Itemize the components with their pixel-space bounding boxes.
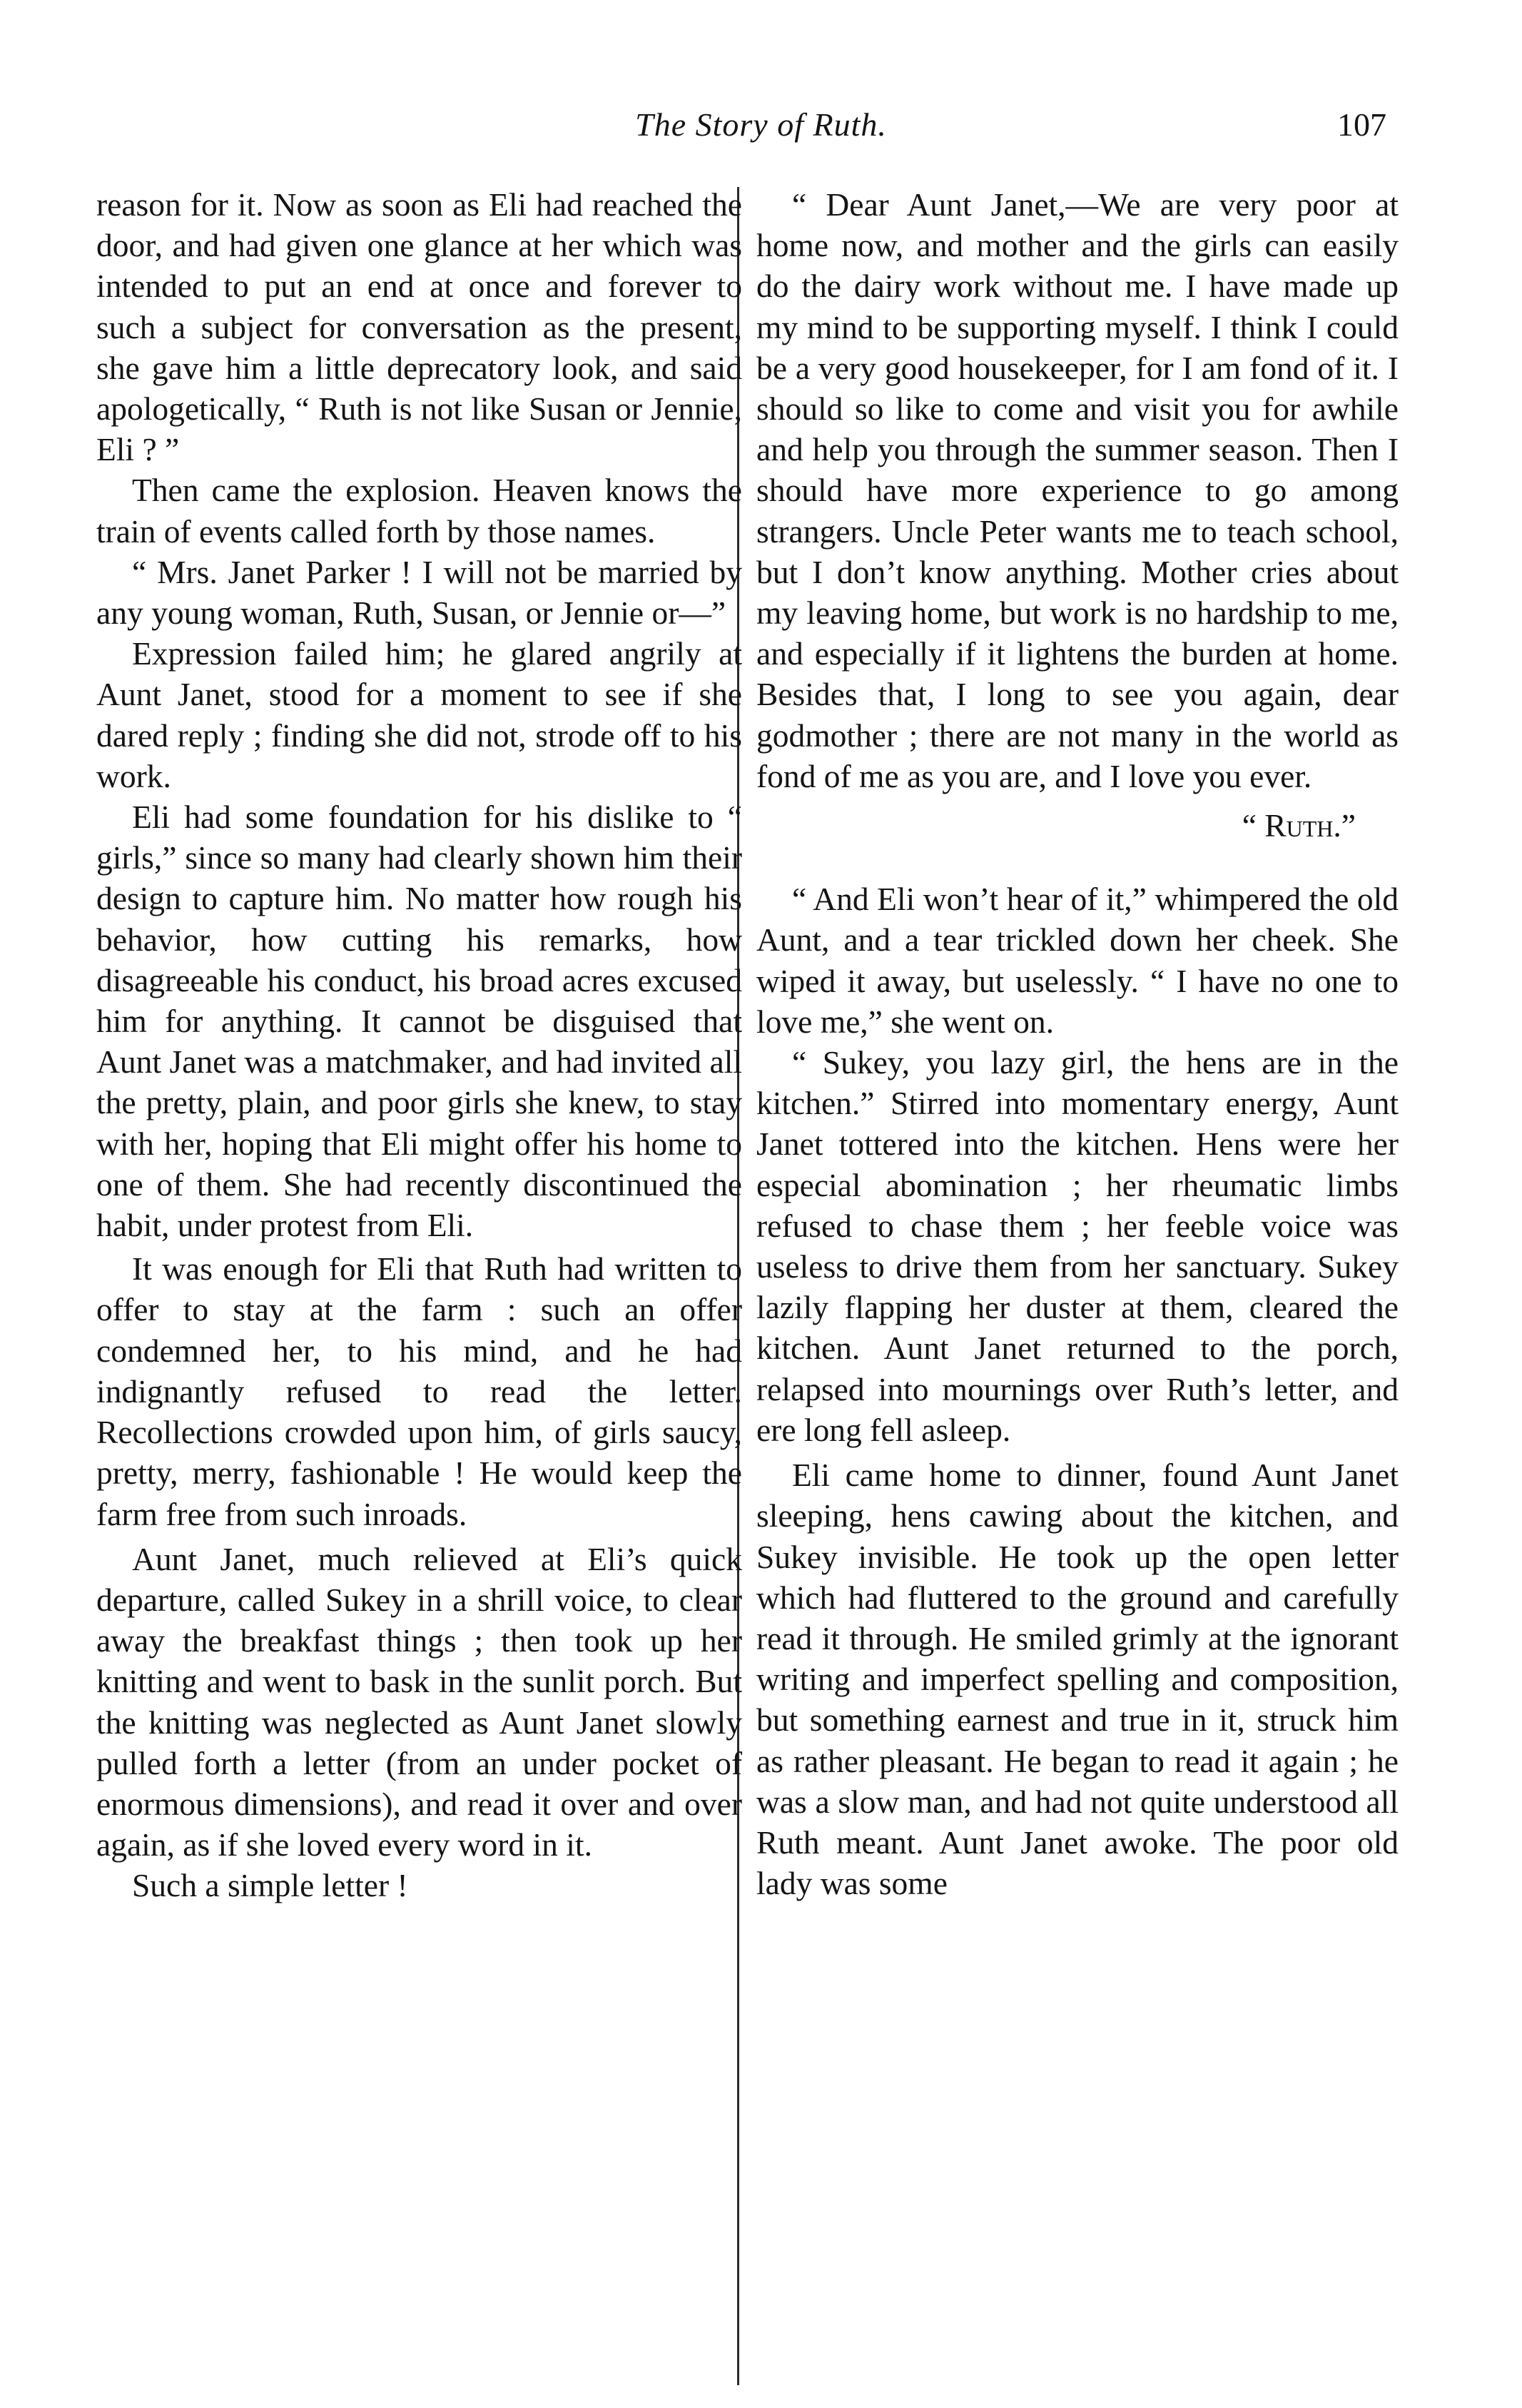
left-column [96,184,742,1906]
paragraph: It was enough for Eli that Ruth had written to offer to stay at the farm : such an offer condemned her, to his mind, and he had indignantly refused to read the letter. Recollections crowded upon him, of girls saucy, pretty, merry, fashionable ! He would keep the farm free from such inroads. [96,1250,742,1532]
letter-signature: “ Ruth.” [1242,807,1356,844]
paragraph: Such a simple letter ! [132,1867,408,1904]
page-number: 107 [1337,106,1386,143]
running-title: The Story of Ruth. [635,106,887,143]
paragraph: “ Mrs. Janet Parker ! I will not be married by any young woman, Ruth, Susan, or Jennie or—” [96,553,742,632]
letter-body: “ Dear Aunt Janet,—We are very poor at home now, and mother and the girls can easily do the dairy work without me. I have made up my mind to be supporting myself. I think I could be a very good housekeeper, for I am fond of it. I should so like to come and visit you for awhile and help you through the summer season. Then I should have more experience to go among strangers. Uncle Peter wants me to teach school, but I don’t know anything. Mother cries about my leaving home, but work is no hardship to me, and especially if it lightens the burden at home. Besides that, I long to see you again, dear godmother ; there are not many in the world as fond of me as you are, and I love you ever. [756,186,1399,794]
paragraph: Eli came home to dinner, found Aunt Janet sleeping, hens cawing about the kitchen, and Sukey invisible. He took up the open letter which had fluttered to the ground and carefully read it through. He smiled grimly at the ignorant writing and imperfect spelling and composition, but something earnest and true in it, struck him as rather pleasant. He began to read it again ; he was a slow man, and had not quite understood all Ruth meant. Aunt Janet awoke. The poor old lady was some [756,1457,1399,1902]
page-header [0,93,1522,157]
right-column [756,184,1399,1903]
paragraph: “ Sukey, you lazy girl, the hens are in the kitchen.” Stirred into momentary energy, Aunt Janet tottered into the kitchen. Hens were her especial abomination ; her rheumatic limbs refused to chase them ; her feeble voice was useless to drive them from her sanctuary. Sukey lazily flapping her duster at them, cleared the kitchen. Aunt Janet returned to the porch, relapsed into mournings over Ruth’s letter, and ere long fell asleep. [756,1044,1399,1448]
paragraph: reason for it. Now as soon as Eli had reached the door, and had given one glance at her which was intended to put an end at once and forever to such a subject for conversation as the present, she gave him a little deprecatory look, and said apologetically, “ Ruth is not like Susan or Jennie, Eli ? ” [96,186,742,468]
paragraph: Then came the explosion. Heaven knows the train of events called forth by those names. [96,472,742,550]
paragraph: Expression failed him; he glared angrily at Aunt Janet, stood for a moment to see if she dared reply ; finding she did not, strode off to his work. [96,635,742,794]
paragraph: Eli had some foundation for his dislike to “ girls,” since so many had clearly shown him their design to capture him. No matter how rough his behavior, how cutting his remarks, how disagreeable his conduct, his broad acres excused him for anything. It cannot be disguised that Aunt Janet was a matchmaker, and had invited all the pretty, plain, and poor girls she knew, to stay with her, hoping that Eli might offer his home to one of them. She had recently discontinued the habit, under protest from Eli. [96,799,742,1244]
paragraph: “ And Eli won’t hear of it,” whimpered the old Aunt, and a tear trickled down her cheek. She wiped it away, but uselessly. “ I have no one to love me,” she went on. [756,881,1399,1040]
paragraph: Aunt Janet, much relieved at Eli’s quick departure, called Sukey in a shrill voice, to clear away the breakfast things ; then took up her knitting and went to bask in the sunlit porch. But the knitting was neglected as Aunt Janet slowly pulled forth a letter (from an under pocket of enormous dimensions), and read it over and over again, as if she loved every word in it. [96,1540,742,1863]
